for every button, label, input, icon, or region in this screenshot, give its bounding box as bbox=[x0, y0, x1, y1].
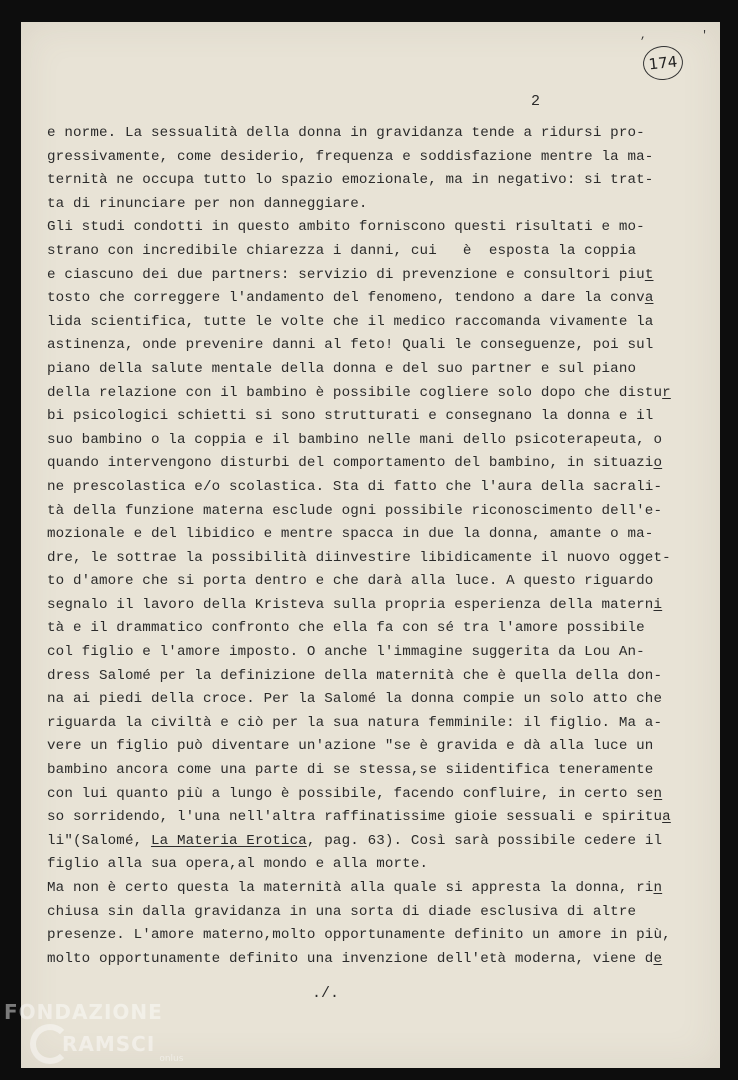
watermark-onlus: onlus bbox=[159, 1054, 184, 1064]
text-segment: segnalo il lavoro della Kristeva sulla propria esperienza della matern bbox=[47, 596, 654, 613]
text-line bbox=[47, 169, 667, 193]
text-segment: molto opportunamente definito una invenzione dell'età moderna, viene d bbox=[47, 950, 654, 967]
typewritten-text bbox=[47, 122, 671, 971]
text-line bbox=[47, 287, 667, 311]
underlined-text: a bbox=[644, 290, 654, 307]
text-segment: astinenza, onde prevenire danni al feto! Quali le conseguenze, poi sul bbox=[47, 337, 654, 354]
watermark-line1: FONDAZIONE bbox=[4, 1000, 163, 1024]
text-segment: e norme. La sessualità della donna in gravidanza tende a ridursi pro- bbox=[47, 125, 645, 141]
text-segment: na ai piedi della croce. Per la Salomé la donna compie un solo atto che bbox=[47, 691, 663, 708]
text-line bbox=[47, 429, 667, 453]
text-segment: e ciascuno dei due partners: servizio di prevenzione e consultori piu bbox=[47, 266, 645, 283]
text-line bbox=[47, 146, 667, 170]
text-line bbox=[47, 216, 667, 240]
text-segment: gressivamente, come desiderio, frequenza e soddisfazione mentre la ma- bbox=[47, 148, 654, 165]
text-segment: tosto che correggere l'andamento del fenomeno, tendono a dare la conv bbox=[47, 290, 645, 307]
text-line bbox=[47, 617, 667, 641]
underlined-text: La Materia Erotica bbox=[150, 832, 307, 849]
text-segment: riguarda la civiltà e ciò per la sua natura femminile: il figlio. Ma a- bbox=[47, 714, 663, 731]
text-segment: ta di rinunciare per non danneggiare. bbox=[47, 195, 368, 212]
text-line bbox=[47, 641, 667, 665]
text-segment: mozionale e del libidico e mentre spacca in due la donna, amante o ma- bbox=[47, 526, 654, 543]
fondazione-gramsci-watermark bbox=[4, 1000, 183, 1064]
text-line bbox=[47, 877, 667, 901]
text-line bbox=[47, 122, 667, 146]
text-segment: quando intervengono disturbi del comportamento del bambino, in situazi bbox=[47, 455, 654, 472]
text-line bbox=[47, 735, 667, 759]
text-segment: piano della salute mentale della donna e del suo partner e sul piano bbox=[47, 360, 637, 377]
text-line bbox=[47, 452, 667, 476]
text-segment: Gli studi condotti in questo ambito forniscono questi risultati e mo- bbox=[47, 219, 645, 236]
text-line bbox=[47, 311, 667, 335]
page-number: 2 bbox=[531, 93, 541, 110]
text-segment: dre, le sottrae la possibilità diinvestire libidicamente il nuovo ogget- bbox=[47, 549, 671, 566]
text-segment: tà della funzione materna esclude ogni possibile riconoscimento dell'e- bbox=[47, 502, 663, 519]
text-line bbox=[47, 240, 667, 264]
watermark-line2: RAMSCI bbox=[62, 1032, 156, 1056]
text-line bbox=[47, 665, 667, 689]
underlined-text: t bbox=[644, 266, 654, 283]
text-segment: con lui quanto più a lungo è possibile, facendo confluire, in certo se bbox=[47, 785, 654, 802]
text-line bbox=[47, 924, 671, 948]
underlined-text: r bbox=[662, 384, 671, 401]
text-segment: Ma non è certo questa la maternità alla quale si appresta la donna, ri bbox=[47, 880, 654, 896]
text-segment: dress Salomé per la definizione della maternità che è quella della don- bbox=[47, 667, 663, 684]
text-line bbox=[47, 901, 667, 925]
text-line bbox=[47, 476, 667, 500]
text-segment: chiusa sin dalla gravidanza in una sorta di diade esclusiva di altre bbox=[47, 903, 637, 920]
text-line bbox=[47, 712, 667, 736]
text-line bbox=[47, 264, 667, 288]
text-line bbox=[47, 358, 667, 382]
text-line bbox=[47, 948, 667, 972]
text-line bbox=[47, 806, 671, 830]
text-segment: presenze. L'amore materno,molto opportunamente definito un amore in più, bbox=[47, 927, 671, 944]
text-line bbox=[47, 688, 667, 712]
text-line bbox=[47, 500, 667, 524]
text-segment: ne prescolastica e/o scolastica. Sta di fatto che l'aura della sacrali- bbox=[47, 478, 663, 495]
underlined-text: n bbox=[653, 880, 663, 896]
underlined-text: e bbox=[653, 950, 663, 967]
text-line bbox=[47, 382, 671, 406]
text-segment: lida scientifica, tutte le volte che il medico raccomanda vivamente la bbox=[47, 313, 654, 330]
text-segment: ternità ne occupa tutto lo spazio emozionale, ma in negativo: si trat- bbox=[47, 172, 654, 189]
corner-marks: , ' bbox=[640, 30, 732, 42]
text-segment: col figlio e l'amore imposto. O anche l'immagine suggerita da Lou An- bbox=[47, 644, 645, 661]
text-line bbox=[47, 405, 667, 429]
text-line bbox=[47, 334, 667, 358]
text-line bbox=[47, 783, 667, 807]
text-line bbox=[47, 853, 667, 877]
text-segment: li"(Salomé, bbox=[47, 832, 151, 849]
text-line bbox=[47, 594, 667, 618]
text-line bbox=[47, 830, 667, 854]
text-line bbox=[47, 547, 671, 571]
archive-number-stamp: 174 bbox=[641, 44, 684, 82]
underlined-text: a bbox=[662, 809, 671, 826]
text-segment: vere un figlio può diventare un'azione "se è gravida e dà alla luce un bbox=[47, 738, 654, 755]
underlined-text: i bbox=[653, 596, 663, 613]
text-line bbox=[47, 570, 667, 594]
text-segment: figlio alla sua opera,al mondo e alla morte. bbox=[47, 856, 429, 873]
text-segment: , pag. 63). Così sarà possibile cedere il bbox=[306, 832, 663, 849]
text-line bbox=[47, 523, 667, 547]
text-segment: strano con incredibile chiarezza i danni, cui è esposta la coppia bbox=[47, 242, 637, 259]
text-segment: bambino ancora come una parte di se stessa,se siidentifica teneramente bbox=[47, 762, 654, 779]
text-segment: della relazione con il bambino è possibile cogliere solo dopo che distu bbox=[47, 384, 663, 401]
text-segment: suo bambino o la coppia e il bambino nelle mani dello psicoterapeuta, o bbox=[47, 431, 663, 448]
continuation-mark: ./. bbox=[312, 985, 340, 1002]
text-segment: tà e il drammatico confronto che ella fa con sé tra l'amore possibile bbox=[47, 620, 645, 637]
text-segment: to d'amore che si porta dentro e che darà alla luce. A questo riguardo bbox=[47, 573, 654, 590]
underlined-text: n bbox=[653, 785, 663, 802]
underlined-text: o bbox=[653, 455, 663, 472]
text-line bbox=[47, 193, 667, 217]
text-segment: so sorridendo, l'una nell'altra raffinatissime gioie sessuali e spiritu bbox=[47, 809, 663, 826]
text-segment: bi psicologici schietti si sono strutturati e consegnano la donna e il bbox=[47, 408, 654, 425]
text-line bbox=[47, 759, 667, 783]
